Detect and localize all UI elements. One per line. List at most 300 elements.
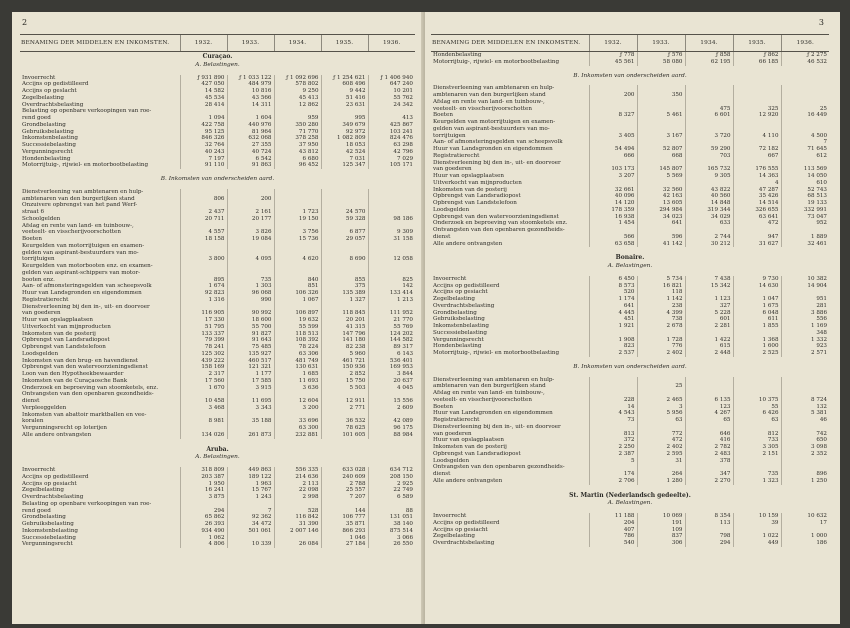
value-cell (180, 304, 227, 311)
value-cell (781, 424, 829, 431)
value-cell (180, 425, 227, 432)
table-row (431, 513, 829, 520)
value-cell: 63 (733, 417, 781, 424)
value-cell: 332 991 (781, 207, 829, 214)
value-cell (368, 202, 415, 209)
value-cell: 7 (781, 139, 829, 146)
value-cell: 6 680 (274, 156, 321, 163)
value-cell (589, 106, 637, 113)
value-cell: 2 161 (227, 209, 274, 216)
value-cell: 40 243 (180, 149, 227, 156)
table-row (20, 243, 415, 250)
value-cell: 461 721 (321, 358, 368, 365)
value-cell: 9 250 (274, 88, 321, 95)
value-cell (589, 180, 637, 187)
table-row (20, 108, 415, 115)
value-cell (685, 289, 733, 296)
table-row (431, 404, 829, 411)
value-cell: 578 802 (274, 81, 321, 88)
value-cell: 147 796 (321, 331, 368, 338)
value-cell: 17 560 (180, 378, 227, 385)
row-label: Zegelbelasting (433, 296, 475, 302)
row-label: Loodsgelden (22, 350, 59, 357)
row-label: Vergunningsrecht op loterijen (22, 425, 108, 431)
table-row (431, 126, 829, 133)
value-cell: 11 695 (227, 398, 274, 405)
table-row (20, 344, 415, 351)
value-cell (781, 119, 829, 126)
value-cell: 42 163 (637, 193, 685, 200)
value-cell: 9 305 (685, 173, 733, 180)
value-cell: 528 (274, 508, 321, 515)
row-label: ambtenaren van den burgerlijken stand (433, 92, 546, 98)
value-cell: 1 047 (733, 296, 781, 303)
value-cell: 5 503 (321, 385, 368, 392)
value-cell (685, 160, 733, 167)
value-cell: 4 045 (368, 385, 415, 392)
value-cell: 1 855 (733, 323, 781, 330)
value-cell (781, 377, 829, 384)
row-label: Opbrengst van Landsradiopost (433, 193, 521, 200)
table-row (431, 112, 829, 119)
value-cell: 46 (781, 417, 829, 424)
row-label: Huur van Landsgronden en eigendommen (433, 410, 553, 417)
row-label: Inkomsten van den brug- en havendienst (22, 357, 139, 364)
table-row (20, 196, 415, 203)
row-label: gelden van aspirant-schippers van motor- (22, 269, 141, 276)
section-title: Curaçao. (202, 53, 233, 60)
value-cell: 124 202 (368, 331, 415, 338)
value-cell: 39 (733, 520, 781, 527)
value-cell: 556 (781, 316, 829, 323)
value-cell: 1 142 (637, 296, 685, 303)
value-cell: 14 904 (781, 283, 829, 290)
table-row (431, 437, 829, 444)
row-label: Vergunningsrecht (22, 541, 73, 548)
row-label: Belasting op openbare verkoopingen van roe- (22, 500, 152, 507)
value-cell: ƒ 862 (733, 52, 781, 59)
value-cell: 35 426 (733, 193, 781, 200)
row-label: Opbrengst van den watervoorzieningsdienst (433, 213, 559, 220)
value-cell: ƒ 931 890 (180, 75, 227, 82)
value-cell (368, 270, 415, 277)
table-row (20, 391, 415, 398)
value-cell: 142 (368, 283, 415, 290)
row-label: Overdrachtsbelasting (433, 302, 495, 309)
value-cell: 6 542 (227, 156, 274, 163)
row-label: Alle andere ontvangsten (22, 431, 92, 438)
value-cell: 14 582 (180, 88, 227, 95)
table-row (20, 405, 415, 412)
value-cell (321, 270, 368, 277)
table-row (20, 467, 415, 474)
value-cell: 3 844 (368, 371, 415, 378)
value-cell: 25 557 (321, 487, 368, 494)
row-label: Ontvangsten van den openbaren gezondheids- (433, 464, 565, 471)
value-cell: ƒ 2 275 (781, 52, 829, 59)
value-cell (637, 330, 685, 337)
table-row (431, 283, 829, 290)
value-cell (368, 412, 415, 419)
value-cell: 59 328 (321, 216, 368, 223)
value-cell: 141 180 (321, 337, 368, 344)
value-cell: 4 (733, 180, 781, 187)
value-cell (321, 412, 368, 419)
value-cell: 449 (733, 540, 781, 547)
row-label: Opbrengst van Landstelefoon (433, 200, 517, 206)
value-cell: ƒ 778 (589, 52, 637, 59)
value-cell (321, 108, 368, 115)
table-row (431, 431, 829, 438)
subsection-heading (431, 72, 829, 80)
value-cell: 5 734 (637, 276, 685, 283)
table-row (20, 216, 415, 223)
row-label: Dienstverleening bij den in-, uit- en doorvoer (22, 303, 150, 310)
value-cell: 71 770 (274, 129, 321, 136)
value-cell: 2 448 (685, 350, 733, 357)
value-cell: 238 (637, 303, 685, 310)
row-label: Opbrengst van den watervoorzieningsdienst (22, 364, 148, 371)
value-cell: 32 661 (589, 187, 637, 194)
value-cell: 866 293 (321, 528, 368, 535)
value-cell (637, 180, 685, 187)
row-label: Schoolgelden (22, 215, 61, 222)
value-cell: 78 625 (321, 425, 368, 432)
value-cell: 200 (589, 92, 637, 99)
table-row (20, 310, 415, 317)
value-cell: 20 637 (368, 378, 415, 385)
value-cell: 1 123 (685, 296, 733, 303)
value-cell: 13 605 (637, 200, 685, 207)
value-cell: 45 413 (274, 95, 321, 102)
value-cell (637, 85, 685, 92)
value-cell: 1 177 (227, 371, 274, 378)
value-cell (685, 390, 733, 397)
value-cell: 327 (685, 303, 733, 310)
value-cell: 540 (589, 540, 637, 547)
value-cell (321, 189, 368, 196)
row-label: Alle andere ontvangsten (433, 477, 503, 484)
value-cell: 566 (589, 234, 637, 241)
value-cell: 12 911 (321, 398, 368, 405)
table-row (20, 250, 415, 257)
table-row (20, 487, 415, 494)
value-cell: 2 317 (180, 371, 227, 378)
value-cell: 2 571 (781, 350, 829, 357)
row-label: Dienstverleening bij den in-, uit- en doorvoer (433, 423, 561, 430)
value-cell: 813 (589, 431, 637, 438)
value-cell (781, 126, 829, 133)
value-cell: 63 658 (589, 241, 637, 248)
row-label: Dienstverleening bij den in-, uit- en doorvoer (433, 159, 561, 166)
column-header-year: 1934. (274, 35, 321, 52)
value-cell (781, 160, 829, 167)
table-row (431, 471, 829, 478)
value-cell (368, 250, 415, 257)
value-cell: 2 281 (685, 323, 733, 330)
value-cell: 2 595 (637, 451, 685, 458)
value-cell: 10 339 (227, 541, 274, 548)
value-cell: 632 068 (227, 135, 274, 142)
value-cell: 3 915 (227, 385, 274, 392)
row-label: Registratierecht (433, 417, 480, 423)
table-header (431, 35, 829, 52)
value-cell (274, 223, 321, 230)
value-cell (321, 501, 368, 508)
value-cell: 92 362 (227, 514, 274, 521)
value-cell: 191 (637, 520, 685, 527)
value-cell: 42 524 (321, 149, 368, 156)
value-cell (227, 250, 274, 257)
table-row (431, 180, 829, 187)
value-cell: 375 (321, 283, 368, 290)
value-cell: 19 632 (274, 317, 321, 324)
value-cell: 10 632 (781, 513, 829, 520)
value-cell: 121 321 (227, 364, 274, 371)
value-cell: 130 631 (274, 364, 321, 371)
value-cell (637, 390, 685, 397)
subsection-heading (20, 61, 415, 69)
subsection-title: B. Inkomsten van onderscheiden aard. (573, 72, 687, 79)
value-cell: 113 (685, 520, 733, 527)
subsection-title: A. Belastingen. (607, 500, 653, 507)
value-cell: 14 311 (227, 102, 274, 109)
table-row (431, 207, 829, 214)
value-cell: 3 636 (274, 385, 321, 392)
row-label: Boeten (433, 403, 453, 410)
row-label: Zegelbelasting (22, 94, 64, 101)
row-label: Registratierecht (433, 152, 480, 159)
value-cell: 63 641 (733, 214, 781, 221)
value-cell (274, 202, 321, 209)
value-cell: 633 028 (321, 467, 368, 474)
value-cell: 135 389 (321, 290, 368, 297)
value-cell: 5 960 (321, 351, 368, 358)
section-heading (20, 52, 415, 61)
section-heading (431, 253, 829, 262)
row-label: Accijns op gesiacht (433, 289, 488, 296)
value-cell: 1 723 (274, 209, 321, 216)
value-cell: 19 084 (227, 236, 274, 243)
table-row (20, 81, 415, 88)
subsection-title: A. Belastingen. (607, 263, 653, 269)
value-cell: 2 352 (781, 451, 829, 458)
value-cell: 15 767 (227, 487, 274, 494)
value-cell: 132 (781, 404, 829, 411)
value-cell (781, 289, 829, 296)
value-cell (781, 383, 829, 390)
column-header-year: 1933. (227, 35, 274, 52)
value-cell: 3 066 (368, 535, 415, 542)
row-label: Inkomsten van abattoir marktballen en vee- (22, 411, 147, 418)
right-page (425, 12, 840, 624)
table-row (431, 527, 829, 534)
value-cell: 32 560 (637, 187, 685, 194)
value-cell (589, 85, 637, 92)
column-header-year: 1936. (368, 35, 415, 52)
row-label: Boeten (22, 236, 42, 242)
value-cell: 2 782 (685, 444, 733, 451)
row-label: straat 6 (22, 209, 45, 215)
value-cell: 372 (589, 437, 637, 444)
value-cell (637, 227, 685, 234)
value-cell: 106 326 (274, 290, 321, 297)
value-cell: 32 461 (781, 241, 829, 248)
value-cell: 798 (685, 533, 733, 540)
section-title: Aruba. (206, 445, 229, 453)
value-cell: 318 809 (180, 467, 227, 474)
value-cell: 1 368 (733, 337, 781, 344)
value-cell: 35 188 (227, 418, 274, 425)
table-row (431, 200, 829, 207)
value-cell: 733 (733, 437, 781, 444)
value-cell (321, 391, 368, 398)
value-cell: 18 053 (321, 142, 368, 149)
value-cell (733, 92, 781, 99)
value-cell: 12 058 (368, 256, 415, 263)
value-cell (180, 250, 227, 257)
value-cell (274, 243, 321, 250)
value-cell: 28 414 (180, 102, 227, 109)
value-cell: 208 150 (368, 474, 415, 481)
value-cell: 601 (685, 316, 733, 323)
value-cell: 133 414 (368, 290, 415, 297)
table-row (20, 508, 415, 515)
value-cell: 25 (781, 106, 829, 113)
value-cell (368, 223, 415, 230)
row-label: Onzuivere opbrengst van het pand Werf- (22, 202, 138, 209)
value-cell: 116 842 (274, 514, 321, 521)
subsection-heading (431, 499, 829, 507)
table-row (20, 541, 415, 548)
value-cell: 16 821 (637, 283, 685, 290)
value-cell: 15 736 (274, 236, 321, 243)
value-cell: 125 302 (180, 351, 227, 358)
value-cell: 2 706 (589, 478, 637, 485)
row-label: Motorrijtuig-, rijwiel- en motorbootbelasting (433, 58, 560, 65)
value-cell: 326 655 (733, 207, 781, 214)
value-cell (227, 535, 274, 542)
value-cell (733, 139, 781, 146)
value-cell (637, 119, 685, 126)
value-cell: 2 437 (180, 209, 227, 216)
value-cell (781, 99, 829, 106)
column-header-year: 1935. (733, 35, 781, 52)
value-cell (685, 527, 733, 534)
row-label: Zegelbelasting (433, 533, 475, 540)
value-cell (321, 223, 368, 230)
value-cell (274, 189, 321, 196)
value-cell: 55 599 (274, 324, 321, 331)
table-row (20, 528, 415, 535)
value-cell (733, 99, 781, 106)
revenue-table-right (431, 34, 829, 547)
value-cell (180, 202, 227, 209)
value-cell (321, 250, 368, 257)
column-header-label: BENAMING DER MIDDELEN EN INKOMSTEN. (431, 35, 589, 52)
value-cell: 27 184 (321, 541, 368, 548)
value-cell: 1 243 (227, 494, 274, 501)
value-cell: 42 796 (368, 149, 415, 156)
row-label: Ontvangsten van den openbaren gezondheids- (22, 391, 154, 398)
value-cell: 6 601 (685, 112, 733, 119)
table-header (20, 35, 415, 52)
column-header-year: 1932. (180, 35, 227, 52)
table-row (431, 85, 829, 92)
subsection-heading (431, 262, 829, 270)
value-cell: 1 604 (227, 115, 274, 122)
value-cell: 3 468 (180, 405, 227, 412)
value-cell (589, 126, 637, 133)
value-cell: 43 812 (274, 149, 321, 156)
table-row (20, 297, 415, 304)
table-row (431, 227, 829, 234)
section-title: Bonaire. (615, 254, 645, 262)
value-cell: 825 (368, 277, 415, 284)
table-row (431, 377, 829, 384)
value-cell (368, 108, 415, 115)
column-header-year: 1934. (685, 35, 733, 52)
value-cell: 20 711 (180, 216, 227, 223)
value-cell: 38 140 (368, 521, 415, 528)
value-cell: 5 461 (637, 112, 685, 119)
row-label: Loodsgelden (433, 206, 470, 213)
value-cell (733, 390, 781, 397)
value-cell: 3 875 (180, 494, 227, 501)
value-cell: 4 806 (180, 541, 227, 548)
value-cell (227, 270, 274, 277)
value-cell: 281 (781, 303, 829, 310)
value-cell: 17 330 (180, 317, 227, 324)
value-cell (685, 227, 733, 234)
value-cell: 895 (180, 277, 227, 284)
value-cell: 1 674 (180, 283, 227, 290)
value-cell (589, 464, 637, 471)
value-cell: 43 822 (685, 187, 733, 194)
value-cell: 8 354 (685, 513, 733, 520)
value-cell: 25 (637, 383, 685, 390)
value-cell: 2 151 (733, 451, 781, 458)
value-cell: 135 927 (227, 351, 274, 358)
table-row (431, 296, 829, 303)
table-row (431, 234, 829, 241)
value-cell: 31 627 (733, 241, 781, 248)
value-cell: 20 201 (321, 317, 368, 324)
value-cell: 109 (637, 527, 685, 534)
value-cell: 8 327 (589, 112, 637, 119)
value-cell (227, 263, 274, 270)
table-row (431, 424, 829, 431)
value-cell: 165 732 (685, 166, 733, 173)
value-cell: 55 762 (368, 95, 415, 102)
value-cell: 2 113 (274, 481, 321, 488)
value-cell: 951 (781, 296, 829, 303)
value-cell: 6 589 (368, 494, 415, 501)
value-cell: 63 (637, 417, 685, 424)
value-cell: 7 (227, 508, 274, 515)
value-cell: 14 848 (685, 200, 733, 207)
row-label: Aan- of afmonsteringsgelden van scheepsvolk (433, 139, 563, 146)
row-label: Boeten (433, 112, 453, 119)
value-cell: 5 (589, 458, 637, 465)
value-cell: 2 007 146 (274, 528, 321, 535)
row-label: Gebruiksbelasting (22, 128, 74, 135)
value-cell: 5 569 (637, 173, 685, 180)
value-cell (685, 383, 733, 390)
value-cell: 65 862 (180, 514, 227, 521)
table-row (20, 142, 415, 149)
table-row (431, 139, 829, 146)
